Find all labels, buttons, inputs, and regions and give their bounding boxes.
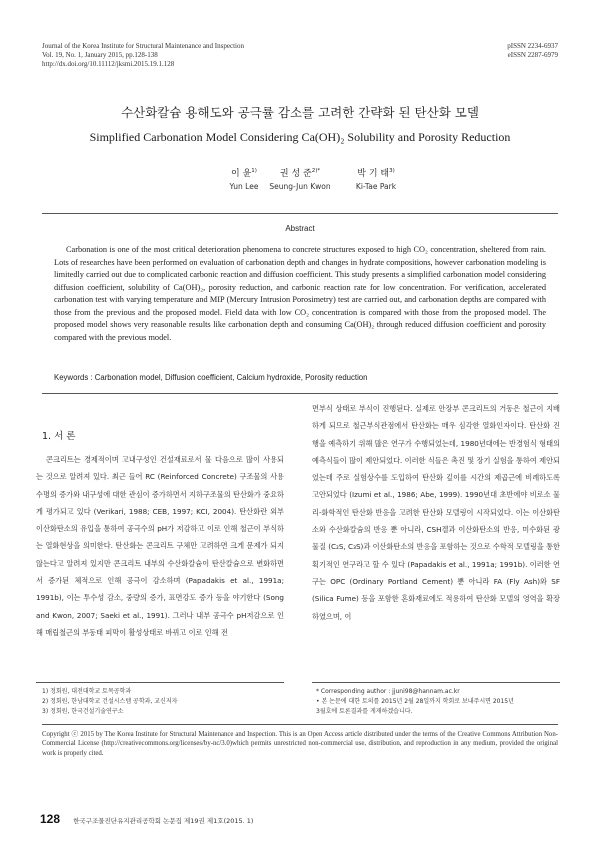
corresponding-author: * Corresponding author : jjuni98@hannam.ac.kr <box>316 688 460 695</box>
page-number: 128 <box>40 812 61 826</box>
copyright-rule <box>42 724 558 725</box>
keywords: Keywords : Carbonation model, Diffusion coefficient, Calcium hydroxide, Porosity reduction <box>54 373 368 382</box>
footnote-1: 1) 정회원, 대전대학교 토목공학과 <box>42 688 132 695</box>
doi-link[interactable]: http://dx.doi.org/10.11112/jksmi.2015.19.1.128 <box>42 60 175 68</box>
title-korean: 수산화칼슘 용해도와 공극률 감소를 고려한 간략화 된 탄산화 모델 <box>121 105 479 120</box>
journal-volume: Vol. 19, No. 1, January 2015, pp.128-138 <box>42 51 158 59</box>
journal-name: Journal of the Korea Institute for Structural Maintenance and Inspection <box>42 42 244 50</box>
author-1-affil-mark: 1) <box>251 168 257 174</box>
running-header <box>42 42 244 69</box>
body-column-right <box>312 400 560 625</box>
abstract-top-rule <box>42 213 558 214</box>
footnotes-correspondence <box>316 687 514 717</box>
author-1-name-ko: 이 윤 <box>231 169 252 179</box>
author-3-affil-mark: 3) <box>389 168 395 174</box>
copyright-notice: Copyright ⓒ 2015 by The Korea Institute for Structural Maintenance and Inspection. This is an Open Access article distributed under the terms of the Creative Commons Attribution Non-Commercial License (http://creativecommons.org/licenses/by-nc/3.0)which permits unrestricted non-commercial use, distribution, and reproduction in any medium, provided the original work is properly cited. <box>42 731 558 757</box>
title-english: Simplified Carbonation Model Considering Ca(OH)₂ Solubility and Porosity Reduction <box>89 130 511 144</box>
abstract-heading: Abstract <box>285 224 315 233</box>
body-paragraph-right: 면부식 상태로 부식이 진행된다. 실제로 안장부 콘크리트의 거동은 철근이 지배하게 되므로 철근부식관점에서 탄산화는 매우 심각한 열화인자이다. 탄산화 진행을 예측하기 위해 많은 연구가 수행되었는데, 1980년대에는 반경험식 형태의 예측식들이 많이 제안되었다. 이러한 식들은 촉진 및 장기 실험을 통하여 제안되었는데 주로 실험상수를 도입하여 탄산화 깊이를 시간의 제곱근에 비례하도록 고안되었다 (Izumi et al., 1986; Abe, 1999). 1990년대 초반에야 비로소 물리-화학적인 탄산화 반응을 고려한 탄산화 모델링이 시작되었다. 이는 이산화탄소와 수산화칼슘의 반응 뿐 아니라, CSH겔과 이산화탄소의 반응, 미수화된 광물질 (C₂S, C₃S)과 이산화탄소의 반응을 포함하는 것으로 수학적 모델링을 통한 획기적인 연구라고 할 수 있다 (Papadakis et al., 1991a; 1991b). 이러한 연구는 OPC (Ordinary Portland Cement) 뿐 아니라 FA (Fly Ash)와 SF (Silica Fume) 등을 포함한 혼화재료에도 적용하여 탄산화 모델의 영역을 확장하였으며, 이 <box>312 404 560 621</box>
abstract-bottom-rule <box>42 393 558 394</box>
pissn: pISSN 2234-6937 <box>507 42 558 50</box>
eissn: eISSN 2287-6979 <box>507 51 558 59</box>
footnote-2: 2) 정회원, 한남대학교 건설시스템 공학과, 교신저자 <box>42 698 178 705</box>
author-3 <box>296 166 456 191</box>
section-heading-introduction: 1. 서 론 <box>42 431 76 442</box>
body-paragraph-left: 콘크리트는 경제적이며 고내구성인 건설재료로서 물 다음으로 많이 사용되는 것으로 알려져 있다. 최근 들어 RC (Reinforced Concrete) 구조물의 사용수명의 증가와 내구성에 대한 관심이 증가하면서 지하구조물의 탄산화가 중요하게 평가되고 있다 (Verikari, 1988; CEB, 1997; KCI, 2004). 탄산화란 외부 이산화탄소의 유입을 통하여 공극수의 pH가 저감하고 이로 인해 철근이 부식하는 열화현상을 의미한다. 탄산화는 콘크리트 구체만 고려하면 크게 문제가 되지 않는다고 알려져 있지만 콘크리트 내부의 수산화칼슘이 탄산칼슘으로 변화하면서 증가된 체적으로 인해 공극이 감소하며 (Papadakis et al., 1991a; 1991b), 이는 투수성 감소, 중량의 증가, 표면강도 증가 등을 야기한다 (Song and Kwon, 2007; Saeki et al., 1991). 그러나 내부 공극수 pH저감으로 인해 매립철근의 부동태 피막이 활성상태로 바뀌고 이로 인해 전 <box>36 455 284 637</box>
abstract-body <box>54 244 546 344</box>
abstract-text: Carbonation is one of the most critical deterioration phenomena to concrete structures exposed to high CO₂ concentration, sheltered from rain. Lots of researches have been performed on evaluation of carbonation depth and changes in hydrate compositions, however carbonation modeling is limitedly carried out due to complicated carbonic reaction and diffusion coefficient. This study presents a simplified carbonation model considering diffusion coefficient, solubility of Ca(OH)₂, porosity reduction, and carbonic reaction rate for low concentration. For verification, accelerated carbonation test with varying temperature and MIP (Mercury Intrusion Porosimetry) test are carried out, and carbonation depths are compared with those from the previous and the proposed model. Field data with low CO₂ concentration is compared with those from the proposed model. The proposed model shows very reasonable results like carbonation depth and consuming Ca(OH)₂ through reduced diffusion coefficient and porosity compared with the previous model. <box>54 245 546 342</box>
journal-title-ko: 한국구조물진단유지관리공학회 논문집 제19권 제1호(2015. 1) <box>73 817 254 825</box>
author-2-name-ko: 권 성 준 <box>279 169 312 179</box>
issn-block <box>478 42 558 60</box>
author-1-name-en: Yun Lee <box>229 182 259 191</box>
page-footer <box>40 808 253 827</box>
footnote-3: 3) 정회원, 한국건설기술연구소 <box>42 708 124 715</box>
discussion-note-2: 3월호에 토론결과를 게재하겠습니다. <box>316 708 413 715</box>
discussion-note-1: • 본 논문에 대한 토의를 2015년 2월 28일까지 학회로 보내주시면 2015년 <box>316 698 514 705</box>
footnote-rule-left <box>36 682 284 683</box>
author-3-name-en: Ki-Tae Park <box>355 182 397 191</box>
body-column-left <box>36 451 284 641</box>
footnotes-affiliations <box>42 687 177 717</box>
author-2-name-en: Seung-Jun Kwon <box>269 182 331 191</box>
author-3-name-ko: 박 기 태 <box>357 169 390 179</box>
author-2-affil-mark: 2)* <box>311 168 321 174</box>
footnote-rule-right <box>312 682 560 683</box>
